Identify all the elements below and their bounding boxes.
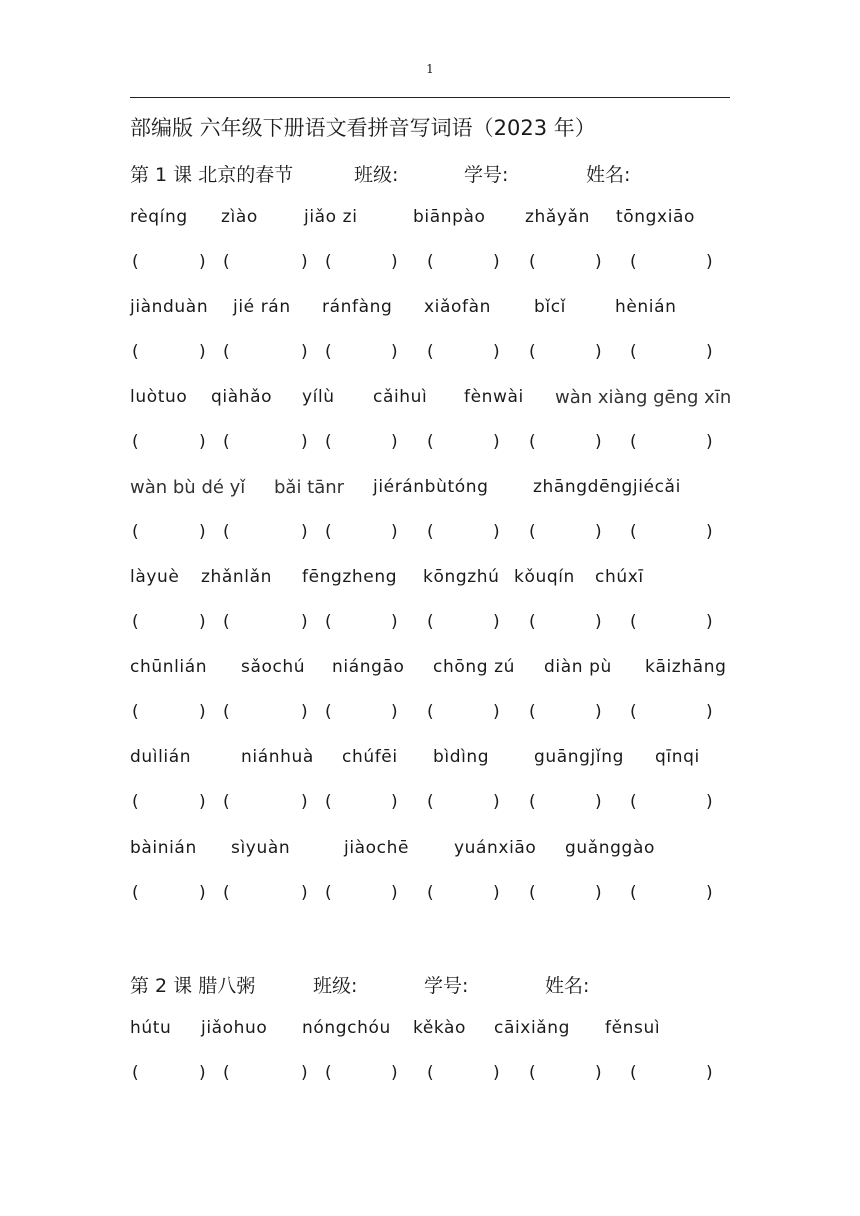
pinyin-word: sìyuàn bbox=[231, 838, 291, 858]
pinyin-word: jiǎohuo bbox=[201, 1018, 268, 1038]
pinyin-word: jiànduàn bbox=[130, 297, 209, 317]
paren-open: ( bbox=[325, 792, 332, 812]
paren-open: ( bbox=[325, 342, 332, 362]
paren-open: ( bbox=[427, 702, 434, 722]
paren-open: ( bbox=[630, 522, 637, 542]
paren-close: ) bbox=[199, 792, 206, 812]
paren-close: ) bbox=[301, 612, 308, 632]
paren-open: ( bbox=[529, 522, 536, 542]
pinyin-word: kāizhāng bbox=[645, 657, 727, 677]
paren-open: ( bbox=[325, 252, 332, 272]
paren-close: ) bbox=[391, 342, 398, 362]
pinyin-word: duìlián bbox=[130, 747, 192, 767]
pinyin-word: cǎihuì bbox=[373, 387, 428, 407]
pinyin-word: fènwài bbox=[464, 387, 524, 407]
paren-close: ) bbox=[199, 702, 206, 722]
pinyin-word: wàn xiàng gēng xīn bbox=[555, 387, 732, 408]
paren-open: ( bbox=[325, 432, 332, 452]
paren-open: ( bbox=[132, 792, 139, 812]
paren-close: ) bbox=[595, 792, 602, 812]
pinyin-word: làyuè bbox=[130, 567, 180, 587]
paren-close: ) bbox=[493, 522, 500, 542]
paren-close: ) bbox=[199, 432, 206, 452]
paren-open: ( bbox=[427, 522, 434, 542]
paren-close: ) bbox=[199, 252, 206, 272]
paren-open: ( bbox=[630, 792, 637, 812]
paren-close: ) bbox=[493, 702, 500, 722]
paren-close: ) bbox=[391, 612, 398, 632]
paren-close: ) bbox=[199, 612, 206, 632]
paren-close: ) bbox=[595, 1063, 602, 1083]
pinyin-word: kěkào bbox=[413, 1018, 467, 1038]
paren-close: ) bbox=[199, 1063, 206, 1083]
paren-open: ( bbox=[630, 883, 637, 903]
pinyin-word: niánhuà bbox=[241, 747, 314, 767]
paren-open: ( bbox=[132, 522, 139, 542]
pinyin-word: fěnsuì bbox=[605, 1018, 661, 1038]
pinyin-word: qiàhǎo bbox=[211, 387, 273, 407]
paren-open: ( bbox=[630, 432, 637, 452]
paren-close: ) bbox=[391, 432, 398, 452]
student-id-label: 学号: bbox=[464, 164, 509, 186]
paren-open: ( bbox=[529, 792, 536, 812]
pinyin-word: bìdìng bbox=[433, 747, 490, 767]
pinyin-word: tōngxiāo bbox=[616, 207, 696, 227]
paren-open: ( bbox=[427, 612, 434, 632]
paren-close: ) bbox=[706, 522, 713, 542]
pinyin-word: kǒuqín bbox=[514, 567, 575, 587]
paren-close: ) bbox=[301, 883, 308, 903]
paren-close: ) bbox=[595, 702, 602, 722]
paren-close: ) bbox=[706, 432, 713, 452]
paren-open: ( bbox=[223, 612, 230, 632]
pinyin-word: jiǎo zi bbox=[304, 207, 358, 227]
pinyin-word: xiǎofàn bbox=[424, 297, 491, 317]
pinyin-word: cāixiǎng bbox=[494, 1018, 571, 1038]
paren-open: ( bbox=[325, 883, 332, 903]
paren-close: ) bbox=[301, 702, 308, 722]
class-label: 班级: bbox=[313, 975, 358, 997]
paren-close: ) bbox=[301, 522, 308, 542]
paren-open: ( bbox=[223, 342, 230, 362]
pinyin-word: jiàochē bbox=[344, 838, 410, 858]
pinyin-word: jiéránbùtóng bbox=[373, 477, 489, 497]
paren-close: ) bbox=[391, 252, 398, 272]
pinyin-word: qīnqi bbox=[655, 747, 700, 767]
pinyin-word: zhǎnlǎn bbox=[201, 567, 273, 587]
paren-close: ) bbox=[493, 432, 500, 452]
pinyin-word: yílù bbox=[302, 387, 335, 407]
pinyin-word: chúfēi bbox=[342, 747, 398, 767]
paren-open: ( bbox=[529, 612, 536, 632]
paren-open: ( bbox=[630, 342, 637, 362]
paren-open: ( bbox=[529, 252, 536, 272]
paren-close: ) bbox=[706, 792, 713, 812]
pinyin-word: guǎnggào bbox=[565, 838, 655, 858]
paren-open: ( bbox=[630, 252, 637, 272]
paren-open: ( bbox=[325, 522, 332, 542]
paren-close: ) bbox=[706, 342, 713, 362]
paren-open: ( bbox=[529, 1063, 536, 1083]
paren-close: ) bbox=[301, 252, 308, 272]
pinyin-word: chōng zú bbox=[433, 657, 515, 677]
paren-open: ( bbox=[325, 1063, 332, 1083]
paren-close: ) bbox=[391, 1063, 398, 1083]
pinyin-word: zhāngdēngjiécǎi bbox=[533, 477, 681, 497]
paren-open: ( bbox=[223, 792, 230, 812]
pinyin-word: guāngjǐng bbox=[534, 747, 624, 767]
pinyin-word: luòtuo bbox=[130, 387, 188, 407]
paren-close: ) bbox=[199, 883, 206, 903]
pinyin-word: fēngzheng bbox=[302, 567, 398, 587]
paren-open: ( bbox=[630, 1063, 637, 1083]
paren-close: ) bbox=[595, 252, 602, 272]
paren-open: ( bbox=[427, 342, 434, 362]
paren-open: ( bbox=[223, 883, 230, 903]
paren-close: ) bbox=[199, 522, 206, 542]
paren-close: ) bbox=[391, 522, 398, 542]
pinyin-word: nóngchóu bbox=[302, 1018, 391, 1038]
paren-close: ) bbox=[493, 252, 500, 272]
paren-close: ) bbox=[706, 252, 713, 272]
pinyin-word: kōngzhú bbox=[423, 567, 500, 587]
pinyin-word: niángāo bbox=[332, 657, 405, 677]
paren-open: ( bbox=[132, 252, 139, 272]
paren-open: ( bbox=[132, 702, 139, 722]
pinyin-word: biānpào bbox=[413, 207, 486, 227]
paren-close: ) bbox=[706, 612, 713, 632]
paren-close: ) bbox=[301, 792, 308, 812]
paren-open: ( bbox=[325, 702, 332, 722]
paren-close: ) bbox=[595, 432, 602, 452]
paren-open: ( bbox=[223, 432, 230, 452]
pinyin-word: ránfàng bbox=[322, 297, 393, 317]
paren-close: ) bbox=[493, 1063, 500, 1083]
student-name-label: 姓名: bbox=[586, 164, 631, 186]
pinyin-word: yuánxiāo bbox=[454, 838, 537, 858]
paren-close: ) bbox=[391, 883, 398, 903]
pinyin-word: wàn bù dé yǐ bbox=[130, 477, 246, 498]
pinyin-word: hènián bbox=[615, 297, 677, 317]
pinyin-word: chūnlián bbox=[130, 657, 208, 677]
pinyin-word: bǐcǐ bbox=[534, 297, 566, 317]
paren-open: ( bbox=[427, 1063, 434, 1083]
paren-open: ( bbox=[223, 1063, 230, 1083]
paren-close: ) bbox=[706, 1063, 713, 1083]
paren-close: ) bbox=[493, 883, 500, 903]
class-label: 班级: bbox=[354, 164, 399, 186]
student-name-label: 姓名: bbox=[545, 975, 590, 997]
paren-close: ) bbox=[595, 612, 602, 632]
pinyin-word: bǎi tānr bbox=[274, 477, 345, 498]
paren-open: ( bbox=[529, 432, 536, 452]
document-title: 部编版 六年级下册语文看拼音写词语（2023 年） bbox=[130, 116, 596, 140]
paren-open: ( bbox=[132, 342, 139, 362]
paren-open: ( bbox=[132, 883, 139, 903]
paren-close: ) bbox=[706, 702, 713, 722]
pinyin-word: hútu bbox=[130, 1018, 172, 1038]
paren-open: ( bbox=[132, 612, 139, 632]
paren-open: ( bbox=[223, 252, 230, 272]
paren-open: ( bbox=[427, 883, 434, 903]
paren-close: ) bbox=[595, 342, 602, 362]
paren-close: ) bbox=[493, 792, 500, 812]
pinyin-word: jié rán bbox=[233, 297, 291, 317]
paren-open: ( bbox=[427, 432, 434, 452]
paren-close: ) bbox=[706, 883, 713, 903]
pinyin-word: chúxī bbox=[595, 567, 644, 587]
paren-open: ( bbox=[132, 1063, 139, 1083]
paren-open: ( bbox=[325, 612, 332, 632]
pinyin-word: zìào bbox=[221, 207, 258, 227]
paren-close: ) bbox=[391, 702, 398, 722]
paren-open: ( bbox=[529, 883, 536, 903]
paren-open: ( bbox=[529, 702, 536, 722]
pinyin-word: diàn pù bbox=[544, 657, 612, 677]
paren-close: ) bbox=[493, 342, 500, 362]
pinyin-word: rèqíng bbox=[130, 207, 188, 227]
student-id-label: 学号: bbox=[424, 975, 469, 997]
paren-close: ) bbox=[301, 432, 308, 452]
paren-open: ( bbox=[529, 342, 536, 362]
paren-close: ) bbox=[493, 612, 500, 632]
lesson-name: 第 2 课 腊八粥 bbox=[130, 975, 256, 997]
pinyin-word: sǎochú bbox=[241, 657, 306, 677]
header-rule bbox=[130, 97, 730, 98]
paren-close: ) bbox=[301, 1063, 308, 1083]
page-number: 1 bbox=[426, 62, 434, 76]
lesson-name: 第 1 课 北京的春节 bbox=[130, 164, 294, 186]
paren-close: ) bbox=[595, 883, 602, 903]
paren-close: ) bbox=[199, 342, 206, 362]
paren-open: ( bbox=[223, 702, 230, 722]
paren-open: ( bbox=[132, 432, 139, 452]
paren-close: ) bbox=[595, 522, 602, 542]
paren-open: ( bbox=[427, 792, 434, 812]
paren-open: ( bbox=[630, 612, 637, 632]
paren-open: ( bbox=[630, 702, 637, 722]
pinyin-word: zhǎyǎn bbox=[525, 207, 590, 227]
paren-close: ) bbox=[301, 342, 308, 362]
paren-open: ( bbox=[427, 252, 434, 272]
paren-close: ) bbox=[391, 792, 398, 812]
pinyin-word: bàinián bbox=[130, 838, 197, 858]
paren-open: ( bbox=[223, 522, 230, 542]
